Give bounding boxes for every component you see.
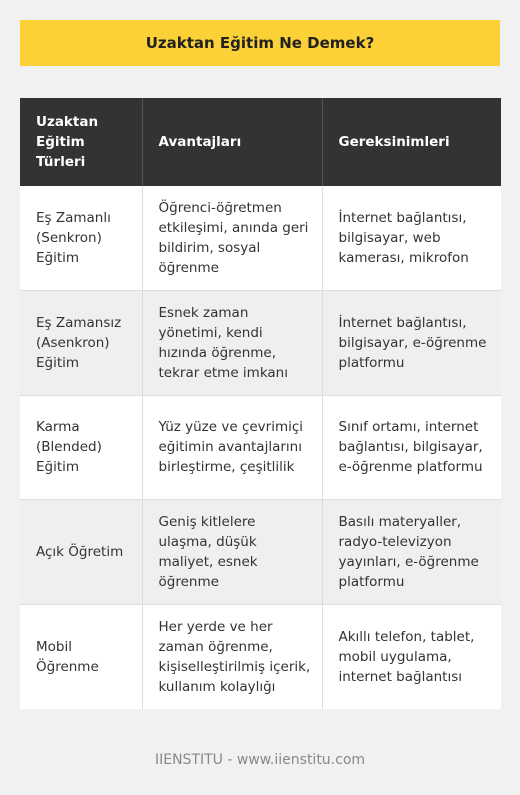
page-title: Uzaktan Eğitim Ne Demek? [20,20,500,66]
table-row [20,186,501,291]
cell-requirements: Akıllı telefon, tablet, mobil uygulama, internet bağlantısı [322,604,501,709]
cell-advantages: Öğrenci-öğretmen etkileşimi, anında geri bildirim, sosyal öğrenme [142,186,322,291]
header-requirements: Gereksinimleri [322,98,501,186]
cell-requirements: Basılı materyaller, radyo-televizyon yayınları, e-öğrenme platformu [322,500,501,605]
table-row [20,500,501,605]
table-row [20,291,501,396]
cell-advantages: Geniş kitlelere ulaşma, düşük maliyet, esnek öğrenme [142,500,322,605]
table-row [20,395,501,500]
cell-type: Mobil Öğrenme [20,604,142,709]
cell-advantages: Esnek zaman yönetimi, kendi hızında öğrenme, tekrar etme imkanı [142,291,322,396]
cell-type: Açık Öğretim [20,500,142,605]
cell-type: Eş Zamanlı (Senkron) Eğitim [20,186,142,291]
cell-requirements: İnternet bağlantısı, bilgisayar, web kamerası, mikrofon [322,186,501,291]
cell-type: Eş Zamansız (Asenkron) Eğitim [20,291,142,396]
header-types: Uzaktan Eğitim Türleri [20,98,142,186]
footer-credit: IIENSTITU - www.iienstitu.com [154,752,366,768]
table-row [20,604,501,709]
cell-requirements: Sınıf ortamı, internet bağlantısı, bilgisayar, e-öğrenme platformu [322,395,501,500]
header-advantages: Avantajları [142,98,322,186]
table-header-row [20,98,501,186]
cell-requirements: İnternet bağlantısı, bilgisayar, e-öğrenme platformu [322,291,501,396]
cell-advantages: Yüz yüze ve çevrimiçi eğitimin avantajlarını birleştirme, çeşitlilik [142,395,322,500]
cell-type: Karma (Blended) Eğitim [20,395,142,500]
cell-advantages: Her yerde ve her zaman öğrenme, kişiselleştirilmiş içerik, kullanım kolaylığı [142,604,322,709]
education-types-table [20,98,501,709]
